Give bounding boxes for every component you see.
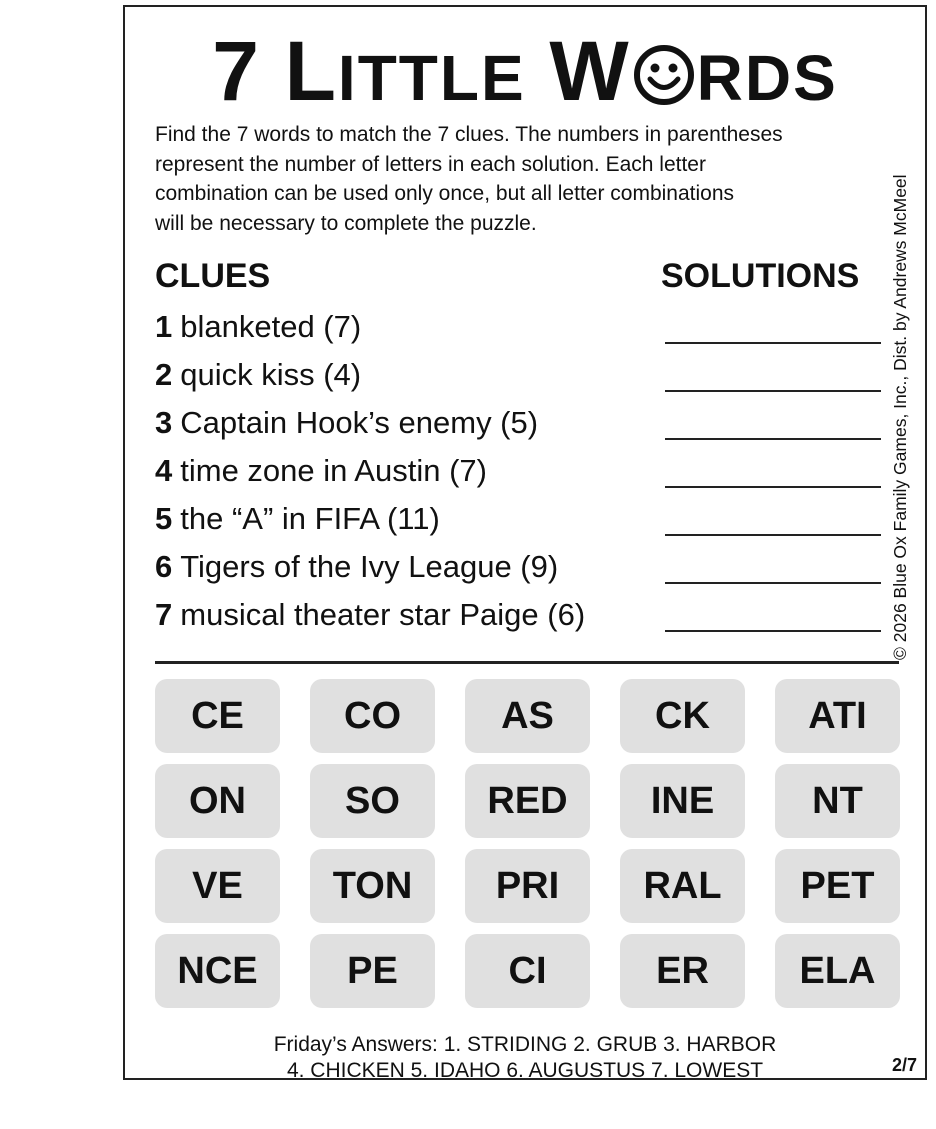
instructions-line: represent the number of letters in each solution. Each letter [155, 152, 706, 176]
solution-blank-5[interactable] [665, 534, 881, 536]
solutions-header: SOLUTIONS [661, 257, 860, 295]
solution-blank-4[interactable] [665, 486, 881, 488]
letter-tile[interactable]: PRI [465, 849, 590, 923]
solution-blank-1[interactable] [665, 342, 881, 344]
clue-text: quick kiss (4) [180, 357, 362, 392]
answers-line-1: Friday’s Answers: 1. STRIDING 2. GRUB 3. HARBOR [273, 1033, 777, 1056]
letter-tile[interactable]: AS [465, 679, 590, 753]
smiley-face-icon [633, 44, 695, 106]
clue-text: blanketed (7) [180, 309, 362, 344]
solution-blank-2[interactable] [665, 390, 881, 392]
copyright-notice: © 2026 Blue Ox Family Games, Inc., Dist. by Andrews McMeel [890, 174, 910, 660]
solution-blank-3[interactable] [665, 438, 881, 440]
instructions-line: combination can be used only once, but all letter combinations [155, 182, 735, 205]
solution-blank-7[interactable] [665, 630, 881, 632]
title-word2-initial: W [549, 24, 631, 118]
clue-4 [155, 453, 487, 489]
clue-text: Captain Hook’s enemy (5) [180, 405, 539, 440]
puzzle-date: 2/7 [891, 1055, 917, 1075]
title-word2-rest: RDS [696, 42, 838, 114]
puzzle-title [125, 24, 925, 120]
clue-text: the “A” in FIFA (11) [180, 501, 440, 536]
clue-text: musical theater star Paige (6) [180, 597, 586, 632]
letter-tile[interactable]: RED [465, 764, 590, 838]
letter-tile[interactable]: VE [155, 849, 280, 923]
letter-tile[interactable]: ATI [775, 679, 900, 753]
clue-number: 3 [155, 405, 173, 440]
instructions-line: will be necessary to complete the puzzle. [155, 211, 537, 235]
letter-tile[interactable]: SO [310, 764, 435, 838]
letter-tile[interactable]: PE [310, 934, 435, 1008]
puzzle-panel [123, 5, 927, 1080]
clues-header: CLUES [155, 257, 271, 295]
letter-tile[interactable]: CE [155, 679, 280, 753]
clue-number: 7 [155, 597, 173, 632]
letter-tile[interactable]: TON [310, 849, 435, 923]
answers-line-2: 4. CHICKEN 5. IDAHO 6. AUGUSTUS 7. LOWEST [286, 1059, 764, 1082]
divider [155, 661, 899, 664]
instructions-line: Find the 7 words to match the 7 clues. The numbers in parentheses [155, 123, 783, 146]
clue-5 [155, 501, 440, 537]
title-word1-initial: L [284, 24, 338, 118]
title-word1-rest: ITTLE [337, 42, 526, 114]
letter-tile[interactable]: CO [310, 679, 435, 753]
clue-7 [155, 597, 585, 633]
letter-tile[interactable]: NCE [155, 934, 280, 1008]
clue-number: 2 [155, 357, 173, 392]
letter-tile[interactable]: ELA [775, 934, 900, 1008]
title-number: 7 [212, 24, 261, 118]
instructions [155, 120, 905, 238]
letter-tile[interactable]: PET [775, 849, 900, 923]
clue-2 [155, 357, 361, 393]
letter-tile[interactable]: CI [465, 934, 590, 1008]
clue-number: 1 [155, 309, 173, 344]
clue-text: time zone in Austin (7) [180, 453, 487, 488]
clue-6 [155, 549, 558, 585]
letter-tile[interactable]: NT [775, 764, 900, 838]
letter-tile[interactable]: INE [620, 764, 745, 838]
clue-3 [155, 405, 538, 441]
clue-1 [155, 309, 361, 345]
solution-blank-6[interactable] [665, 582, 881, 584]
letter-tile[interactable]: ON [155, 764, 280, 838]
clue-number: 6 [155, 549, 173, 584]
clue-text: Tigers of the Ivy League (9) [180, 549, 559, 584]
letter-tile[interactable]: ER [620, 934, 745, 1008]
clue-number: 5 [155, 501, 173, 536]
letter-tile[interactable]: CK [620, 679, 745, 753]
previous-answers [125, 1032, 925, 1084]
letter-tile[interactable]: RAL [620, 849, 745, 923]
clue-number: 4 [155, 453, 173, 488]
